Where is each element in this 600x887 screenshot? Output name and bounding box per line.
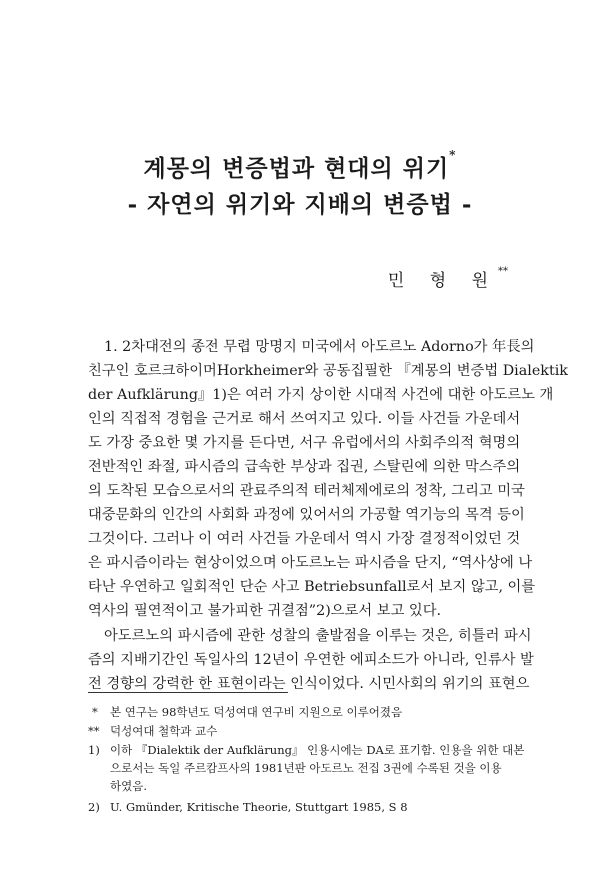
title-footnote-mark: * [449,148,457,162]
footnote-continuation: 하였음. [110,779,147,793]
body-line: 의 도착된 모습으로서의 관료주의적 테러체제에로의 정착, 그리고 미국 [88,483,525,499]
footnote-text: 덕성여대 철학과 교수 [110,724,218,738]
body-line: 전 경향의 강력한 한 표현이라는 인식이었다. 시민사회의 위기의 표현으 [88,676,530,692]
paper-subtitle: - 자연의 위기와 지배의 변증법 - [127,191,473,218]
footnote-item [0,704,600,721]
footnote-divider [88,692,288,693]
author-line [388,266,508,291]
body-line: 은 파시즘이라는 현상이었으며 아도르노는 파시즘을 단지, “역사상에 나 [88,555,533,571]
footnote-mark: 2) [88,800,100,814]
paper-title [0,150,600,183]
body-line: 인의 직접적 경험을 근거로 해서 쓰여지고 있다. 이들 사건들 가운데서 [88,411,521,427]
body-line: 도 가장 중요한 몇 가지를 든다면, 서구 유럽에서의 사회주의적 혁명의 [88,435,521,451]
body-line: 1. 2차대전의 종전 무렵 망명지 미국에서 아도르노 Adorno가 年長의 [104,339,535,355]
footnote-text: 본 연구는 98학년도 덕성여대 연구비 지원으로 이루어졌음 [110,705,403,719]
body-line: 역사의 필연적이고 불가피한 귀결점”2)으로서 보고 있다. [88,603,442,619]
body-line: 그것이다. 그러나 이 여러 사건들 가운데서 역시 가장 결정적이었던 것 [88,531,521,547]
footnote-mark: * [92,705,98,719]
footnote-mark: 1) [88,743,100,757]
author-name: 민 형 원 [387,271,498,291]
footnote-item [0,799,600,816]
footnote-text: U. Gmünder, Kritische Theorie, Stuttgart 1985, S 8 [110,800,408,814]
footnote-continuation: 으로서는 독일 주르캄프사의 1981년판 아도르노 전집 3권에 수록된 것을 이용 [110,761,502,775]
body-line: 친구인 호르크하이머Horkheimer와 공동집필한 『계몽의 변증법 Dialektik [88,363,568,379]
footnote-text: 이하 『Dialektik der Aufklärung』 인용시에는 DA로 표기함. 인용을 위한 대본 [110,743,525,757]
body-line: 타난 우연하고 일회적인 단순 사고 Betriebsunfall로서 보지 않고, 이를 [88,579,536,595]
body-line: der Aufklärung』1)은 여러 가지 상이한 시대적 사건에 대한 아도르노 개 [88,387,554,403]
body-line: 대중문화의 인간의 사회화 과정에 있어서의 가공할 역기능의 목격 등이 [88,507,525,523]
footnote-item [0,742,600,759]
body-line: 전반적인 좌절, 파시즘의 급속한 부상과 집권, 스탈린에 의한 막스주의 [88,459,521,475]
body-line: 아도르노의 파시즘에 관한 성찰의 출발점을 이루는 것은, 히틀러 파시 [104,628,532,644]
footnote-item [0,723,600,740]
title-text: 계몽의 변증법과 현대의 위기 [143,155,450,182]
author-footnote-mark: ** [498,266,508,277]
footnote-mark: ** [88,724,100,738]
body-line: 즘의 지배기간인 독일사의 12년이 우연한 에피소드가 아니라, 인류사 발 [88,652,534,668]
